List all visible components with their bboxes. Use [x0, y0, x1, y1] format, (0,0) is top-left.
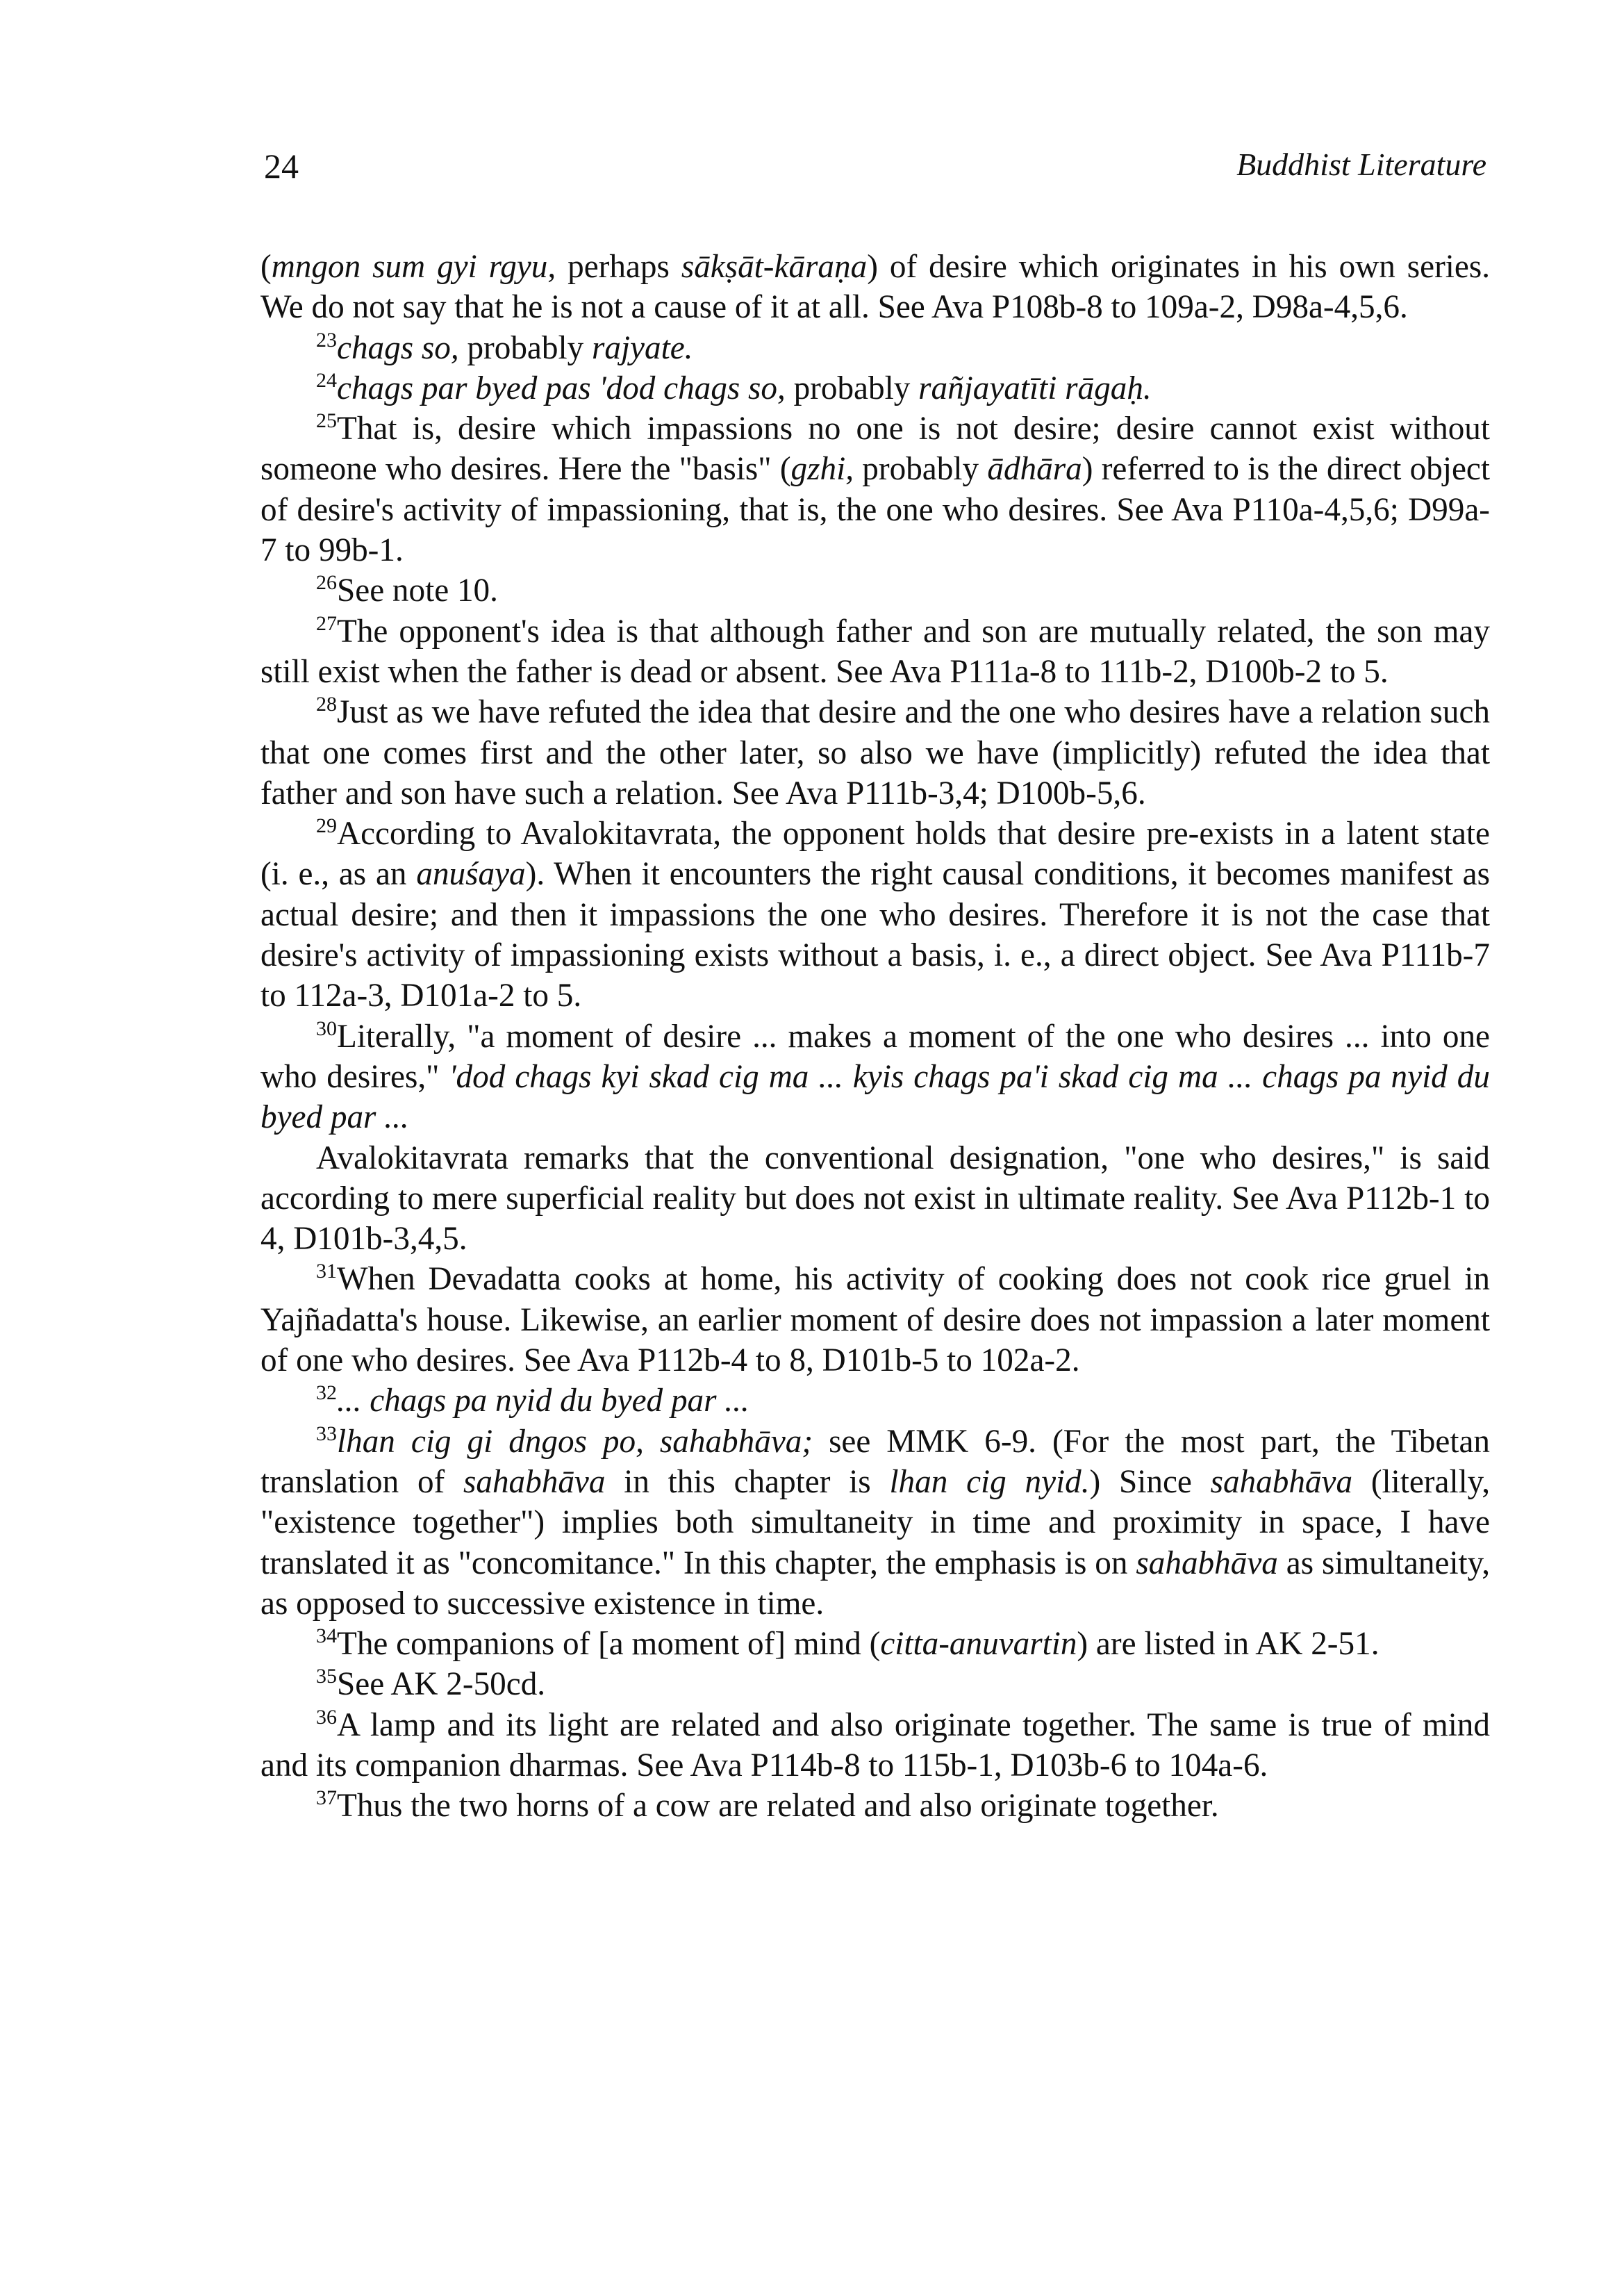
footnote-number: 28: [316, 693, 337, 716]
footnote-25: $^{25}$That is, desire which impassions no one is not desire; desire cannot exist without someone who desires. Here the "basis" (gzhi, probably ādhāra) referred to is the direct object of desire's activity of impassioning, that is, the one who desires. See Ava P110a-4,5,6; D99a-7 to 99b-1.: [260, 409, 1490, 569]
footnote-number: 27: [316, 611, 337, 635]
footnote-33: $^{33}$lhan cig gi dngos po, sahabhāva; see MMK 6-9. (For the most part, the Tibetan translation of sahabhāva in this chapter is lhan cig nyid.) Since sahabhāva (literally, "existence together") implies both simultaneity in time and proximity in space, I have translated it as "concomitance." In this chapter, the emphasis is on sahabhāva as simultaneity, as opposed to successive existence in time.: [260, 1422, 1491, 1622]
page-number: 24: [264, 147, 299, 186]
footnote-number: 23: [316, 328, 337, 352]
footnote-26: $^{26}$See note 10.: [316, 571, 498, 609]
footnote-28: $^{28}$Just as we have refuted the idea that desire and the one who desires have a relation such that one comes first and the other later, so also we have (implicitly) refuted the idea that father and son have such a relation. See Ava P111b-3,4; D100b-5,6.: [260, 693, 1490, 812]
footnote-number: 32: [316, 1381, 337, 1405]
footnote-23: $^{23}$chags so, probably rajyate.: [316, 328, 693, 366]
running-title: Buddhist Literature: [1236, 147, 1486, 182]
footnote-24: $^{24}$chags par byed pas 'dod chags so, probably rañjayatīti rāgaḥ.: [316, 368, 1152, 406]
footnote-32: $^{32}$... chags pa nyid du byed par ...: [316, 1381, 749, 1419]
footnote-36: $^{36}$A lamp and its light are related and also originate together. The same is true of mind and its companion dharmas. See Ava P114b-8 to 115b-1, D103b-6 to 104a-6.: [260, 1705, 1490, 1784]
footnote-number: 35: [316, 1665, 337, 1688]
footnote-34: $^{34}$The companions of [a moment of] mind (citta-anuvartin) are listed in AK 2-51.: [316, 1624, 1379, 1663]
footnote-number: 36: [316, 1705, 337, 1729]
footnote-number: 31: [316, 1260, 337, 1283]
footnote-number: 34: [316, 1624, 337, 1648]
footnote-22-continuation: (mngon sum gyi rgyu, perhaps sākṣāt-kāraṇa) of desire which originates in his own series. We do not say that he is not a cause of it at all. See Ava P108b-8 to 109a-2, D98a-4,5,6.: [260, 249, 1491, 326]
footnote-number: 26: [316, 571, 337, 595]
footnote-30: $^{30}$Literally, "a moment of desire ... makes a moment of the one who desires ... into one who desires," 'dod chags kyi skad cig ma ... kyis chags pa'i skad cig ma ... chags pa nyid du byed par ...: [260, 1016, 1490, 1136]
footnote-30-paragraph-2: Avalokitavrata remarks that the conventional designation, "one who desires," is said according to mere superficial reality but does not exist in ultimate reality. See Ava P112b-1 to 4, D101b-3,4,5.: [260, 1139, 1490, 1258]
footnote-29: $^{29}$According to Avalokitavrata, the opponent holds that desire pre-exists in a latent state (i. e., as an anuśaya). When it encounters the right causal conditions, it becomes manifest as actual desire; and then it impassions the one who desires. Therefore it is not the case that desire's activity of impassioning exists without a basis, i. e., a direct object. See Ava P111b-7 to 112a-3, D101a-2 to 5.: [260, 814, 1490, 1014]
footnote-number: 37: [316, 1786, 337, 1810]
footnote-number: 24: [316, 368, 337, 392]
footnote-35: $^{35}$See AK 2-50cd.: [316, 1665, 546, 1703]
footnote-number: 29: [316, 814, 337, 838]
footnote-number: 30: [316, 1016, 337, 1040]
footnote-37: $^{37}$Thus the two horns of a cow are related and also originate together.: [316, 1786, 1219, 1824]
footnotes-body: [260, 247, 1490, 1827]
footnote-number: 33: [316, 1422, 337, 1445]
footnote-number: 25: [316, 409, 337, 433]
footnote-31: $^{31}$When Devadatta cooks at home, his activity of cooking does not cook rice gruel in Yajñadatta's house. Likewise, an earlier moment of desire does not impassion a later moment of one who desires. See Ava P112b-4 to 8, D101b-5 to 102a-2.: [260, 1260, 1490, 1379]
page-header: [264, 146, 1486, 195]
footnote-27: $^{27}$The opponent's idea is that although father and son are mutually related, the son may still exist when the father is dead or absent. See Ava P111a-8 to 111b-2, D100b-2 to 5.: [260, 611, 1490, 690]
